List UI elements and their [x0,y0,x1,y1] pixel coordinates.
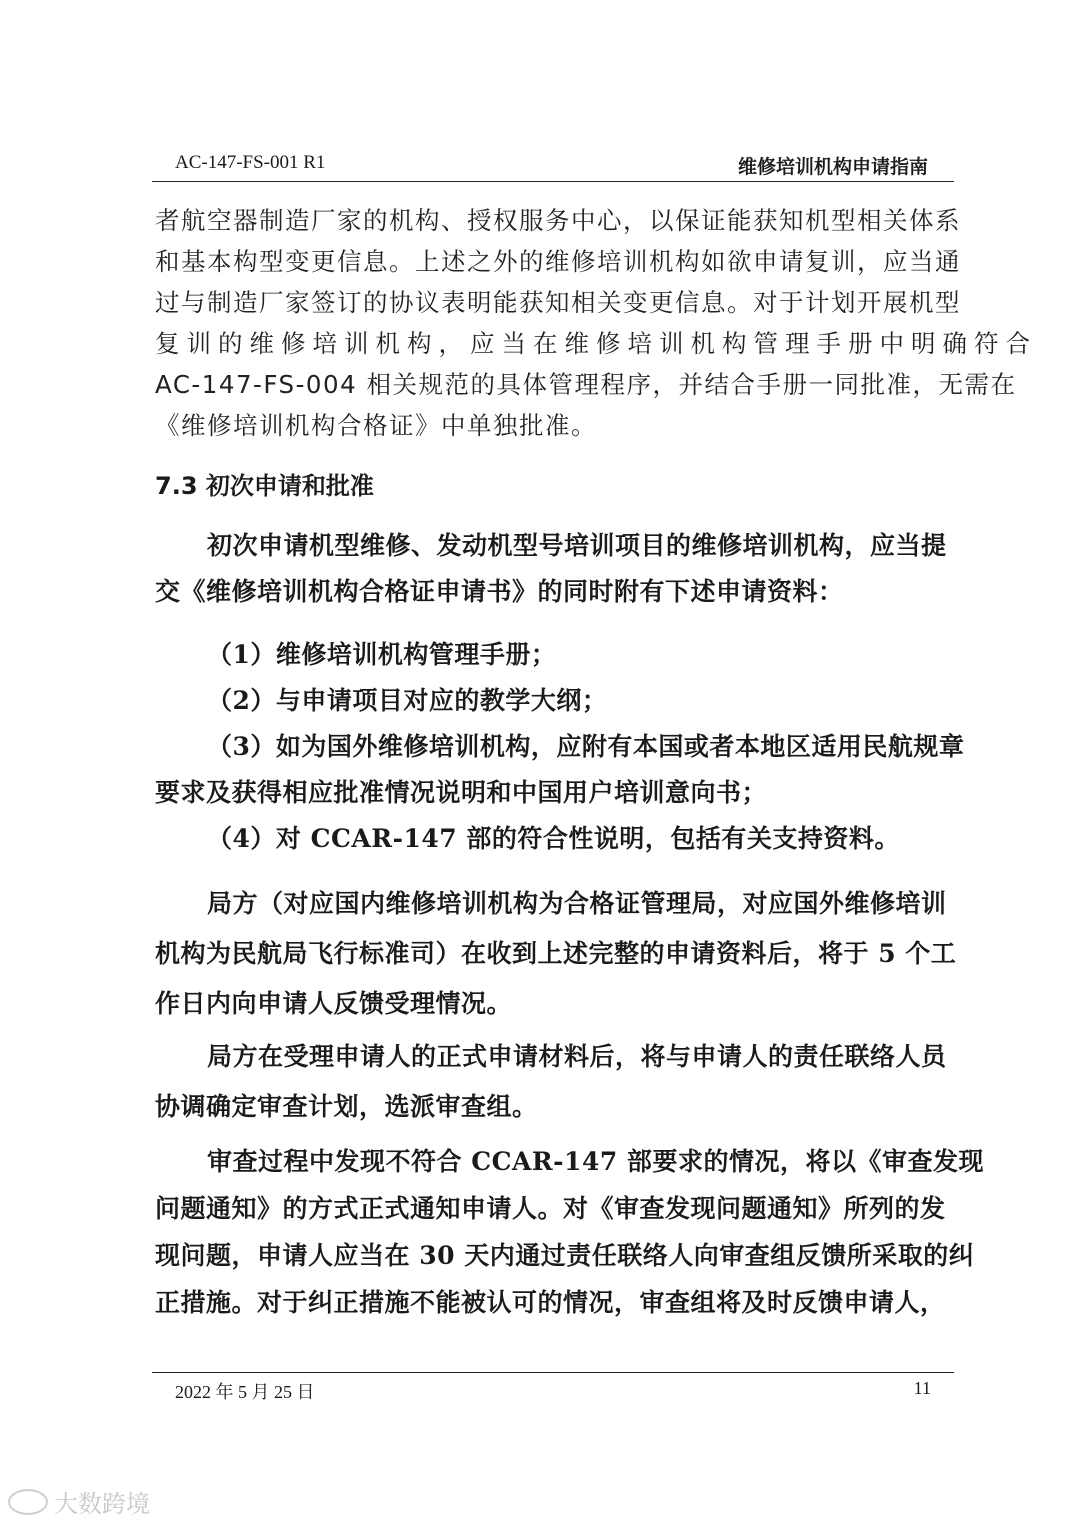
paragraph-line: 局方（对应国内维修培训机构为合格证管理局，对应国外维修培训 [207,889,947,918]
paragraph-line: 机构为民航局飞行标准司）在收到上述完整的申请资料后，将于 5 个工 [155,939,957,968]
paragraph-line: 《维修培训机构合格证》中单独批准。 [155,411,597,440]
paragraph-line: 问题通知》的方式正式通知申请人。对《审查发现问题通知》所列的发 [155,1194,946,1223]
paragraph-line: AC-147-FS-004 相关规范的具体管理程序，并结合手册一同批准，无需在 [155,370,1017,399]
list-item: （2）与申请项目对应的教学大纲； [207,686,608,715]
watermark-text: 大数跨境 [54,1490,150,1518]
paragraph-findings [155,1138,984,1326]
paragraph-line: 者航空器制造厂家的机构、授权服务中心，以保证能获知机型相关体系 [155,206,961,235]
list-item: （1）维修培训机构管理手册； [207,640,557,669]
paragraph-line: 作日内向申请人反馈受理情况。 [155,989,513,1018]
paragraph-line: 交《维修培训机构合格证申请书》的同时附有下述申请资料： [155,577,844,606]
list-item-continuation: 要求及获得相应批准情况说明和中国用户培训意向书； [155,778,768,807]
paragraph-line: 协调确定审查计划，选派审查组。 [155,1092,538,1121]
footer-date: 2022 年 5 月 25 日 [175,1382,315,1402]
paragraph-line: 复训的维修培训机构，应当在维修培训机构管理手册中明确符合 [155,329,1037,358]
paragraph-audit-plan [155,1032,955,1132]
list-item: （3）如为国外维修培训机构，应附有本国或者本地区适用民航规章 [207,732,965,761]
paragraph-acceptance [155,879,955,1029]
paragraph-line: 初次申请机型维修、发动机型号培训项目的维修培训机构，应当提 [207,531,947,560]
paragraph-line: 正措施。对于纠正措施不能被认可的情况，审查组将及时反馈申请人， [155,1288,946,1317]
page-number: 11 [913,1378,931,1398]
paragraph-line: 过与制造厂家签订的协议表明能获知相关变更信息。对于计划开展机型 [155,288,961,317]
section-heading: 7.3 初次申请和批准 [155,472,374,500]
intro-paragraph [155,200,1037,446]
footer-rule [152,1372,954,1373]
paragraph-application [155,523,955,615]
watermark [8,1484,150,1519]
list-item: （4）对 CCAR-147 部的符合性说明，包括有关支持资料。 [207,824,900,853]
doc-code: AC-147-FS-001 R1 [175,152,326,173]
page-header [155,152,953,180]
paragraph-line: 和基本构型变更信息。上述之外的维修培训机构如欲申请复训，应当通 [155,247,961,276]
doc-title: 维修培训机构申请指南 [737,156,928,178]
paragraph-line: 现问题，申请人应当在 30 天内通过责任联络人向审查组反馈所采取的纠 [155,1241,975,1270]
requirements-list [155,632,965,862]
header-rule [152,181,954,182]
paragraph-line: 局方在受理申请人的正式申请材料后，将与申请人的责任联络人员 [207,1042,947,1071]
paragraph-line: 审查过程中发现不符合 CCAR-147 部要求的情况，将以《审查发现 [207,1147,984,1176]
watermark-logo-icon [8,1489,48,1515]
